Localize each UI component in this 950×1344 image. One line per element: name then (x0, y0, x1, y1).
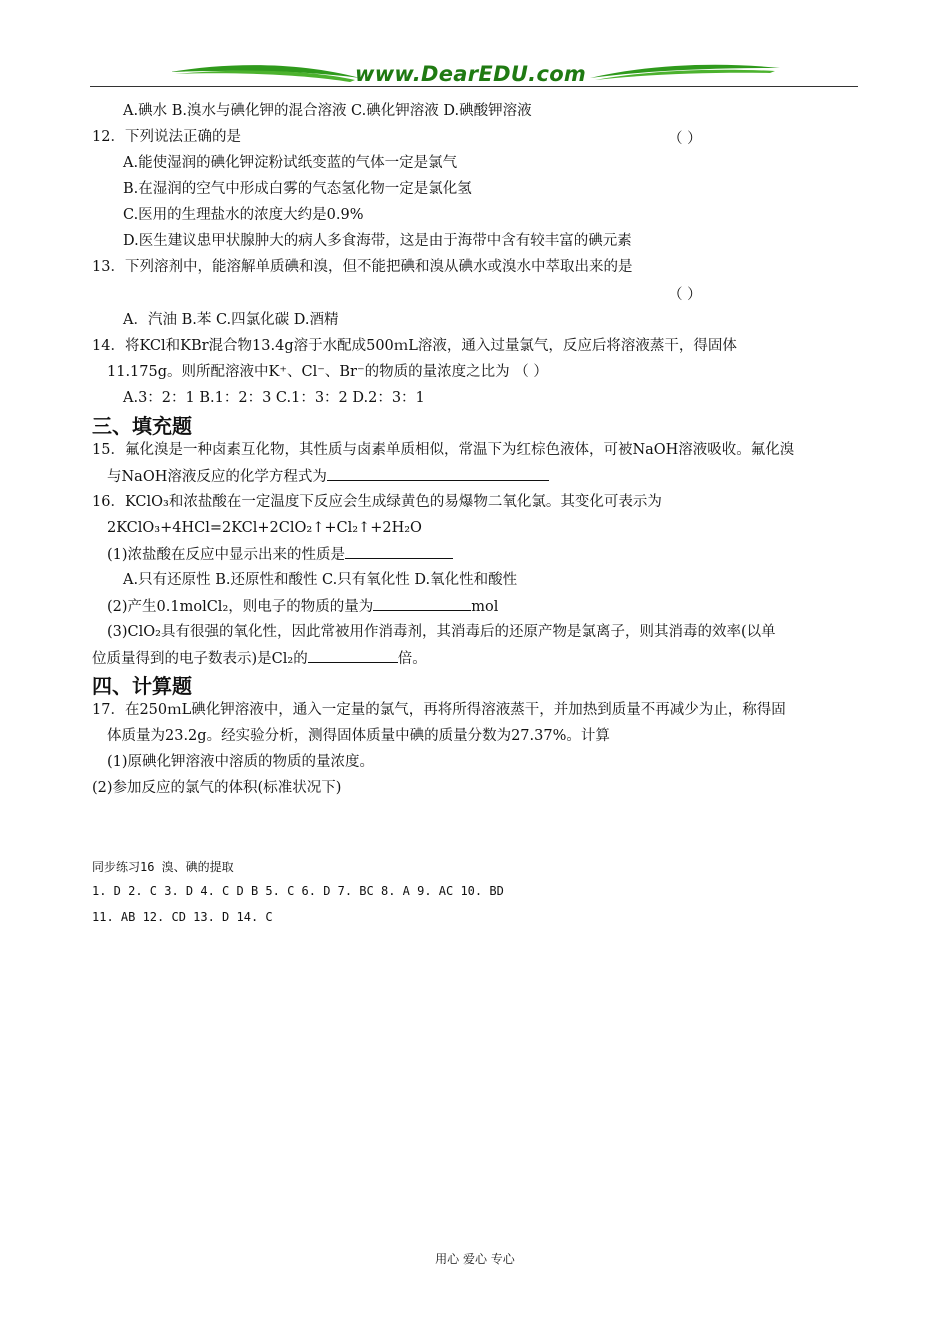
q15-text: 与NaOH溶液反应的化学方程式为 (107, 469, 327, 485)
q16-equation: 2KClO₃+4HCl=2KCl+2ClO₂↑+Cl₂↑+2H₂O (107, 520, 422, 536)
q17-sub1: (1)原碘化钾溶液中溶质的物质的量浓度。 (107, 754, 375, 770)
q13-options: A．汽油 B.苯 C.四氯化碳 D.酒精 (123, 312, 339, 328)
q12-option-d: D.医生建议患甲状腺肿大的病人多食海带，这是由于海带中含有较丰富的碘元素 (123, 233, 632, 249)
q15-stem-line1: 15．氟化溴是一种卤素互化物，其性质与卤素单质相似，常温下为红棕色液体，可被NaOH溶液吸收。氟化溴 (92, 442, 795, 458)
q12-option-c: C.医用的生理盐水的浓度大约是0.9% (123, 207, 364, 223)
q16-sub3-line1: (3)ClO₂具有很强的氧化性，因此常被用作消毒剂，其消毒后的还原产物是氯离子，则其消毒的效率(以单 (107, 624, 776, 640)
q14-options: A.3：2：1 B.1：2：3 C.1：3：2 D.2：3：1 (123, 390, 425, 406)
q16-sub2-text: (2)产生0.1molCl₂，则电子的物质的量为 (107, 599, 374, 615)
q16-sub2-blank[interactable] (373, 596, 471, 611)
q14-stem-line1: 14．将KCl和KBr混合物13.4g溶于水配成500ｍL溶液，通入过量氯气，反应后将溶液蒸干，得固体 (92, 338, 737, 354)
q15-answer-blank[interactable] (327, 466, 549, 481)
q11-options: A.碘水 B.溴水与碘化钾的混合溶液 C.碘化钾溶液 D.碘酸钾溶液 (123, 103, 532, 119)
q16-sub1-blank[interactable] (345, 544, 453, 559)
q16-stem: 16．KClO₃和浓盐酸在一定温度下反应会生成绿黄色的易爆物二氧化氯。其变化可表示为 (92, 494, 662, 510)
q14-stem-line2: 11.175g。则所配溶液中K⁺、Cl⁻、Br⁻的物质的量浓度之比为 （ ） (107, 364, 548, 380)
q13-stem: 13．下列溶剂中，能溶解单质碘和溴，但不能把碘和溴从碘水或溴水中萃取出来的是 (92, 259, 633, 275)
q16-sub3-tail: 倍。 (397, 651, 427, 667)
q15-stem-line2 (107, 466, 549, 487)
answers-title: 同步练习16 溴、碘的提取 (92, 860, 234, 874)
q17-stem-line1: 17．在250ｍL碘化钾溶液中，通入一定量的氯气，再将所得溶液蒸干，并加热到质量不再减少为止，称得固 (92, 702, 786, 718)
answers-line1: 1. D 2. C 3. D 4. C D B 5. C 6. D 7. BC 8. A 9. AC 10. BD (92, 884, 504, 898)
q16-sub1 (107, 544, 453, 565)
q17-sub2: (2)参加反应的氯气的体积(标准状况下) (92, 780, 342, 796)
q13-answer-paren: （ ） (668, 287, 702, 303)
page-footer: 用心 爱心 专心 (435, 1252, 515, 1266)
section-heading-fill-in: 三、填充题 (92, 414, 192, 438)
q12-option-b: B.在湿润的空气中形成白雾的气态氢化物一定是氯化氢 (123, 181, 472, 197)
q16-sub3-text: 位质量得到的电子数表示)是Cl₂的 (92, 651, 308, 667)
q16-sub3-blank[interactable] (308, 648, 398, 663)
q16-sub2-unit: mol (471, 599, 499, 615)
section-heading-calculation: 四、计算题 (92, 674, 192, 698)
header-rule (90, 86, 858, 87)
q12-option-a: A.能使湿润的碘化钾淀粉试纸变蓝的气体一定是氯气 (123, 155, 458, 171)
q17-stem-line2: 体质量为23.2g。经实验分析，测得固体质量中碘的质量分数为27.37%。计算 (107, 728, 610, 744)
site-logo-text: www.DearEDU.com (355, 62, 587, 86)
q16-sub1-options: A.只有还原性 B.还原性和酸性 C.只有氧化性 D.氧化性和酸性 (123, 572, 518, 588)
q16-sub2 (107, 596, 498, 617)
q16-sub1-text: (1)浓盐酸在反应中显示出来的性质是 (107, 547, 346, 563)
q12-answer-paren: （ ） (668, 131, 702, 147)
q12-stem: 12．下列说法正确的是 (92, 129, 241, 145)
answers-line2: 11. AB 12. CD 13. D 14. C (92, 910, 273, 924)
q16-sub3-line2 (92, 648, 427, 669)
